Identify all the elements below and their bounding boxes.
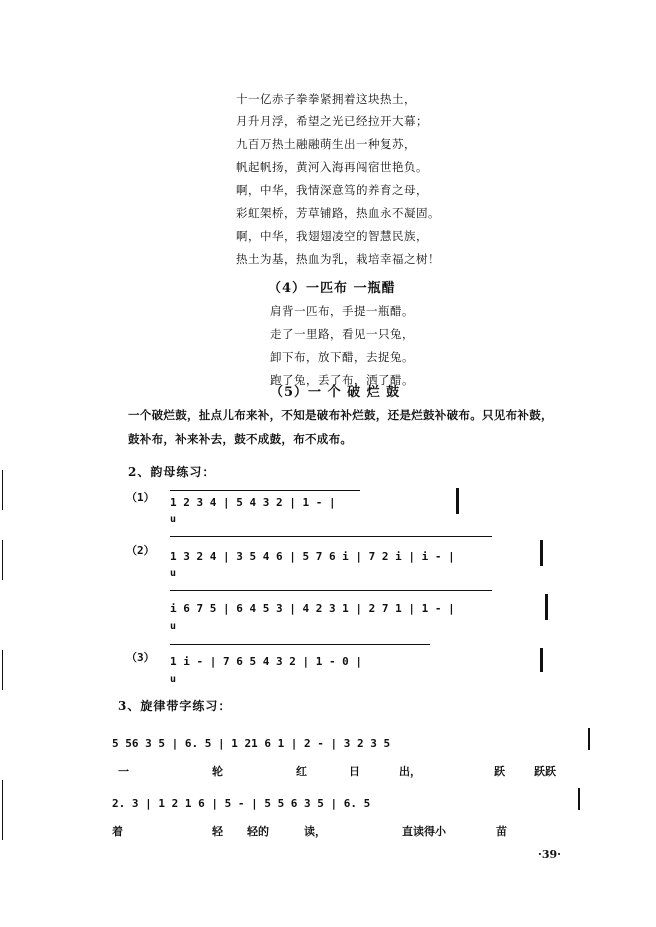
lyric: 苗 [496, 825, 507, 838]
syllable-mark: u [170, 621, 177, 632]
lyric: 着 [112, 825, 123, 838]
syllable-mark: u [170, 568, 177, 579]
poem-line: 走了一里路，看见一只兔， [270, 327, 414, 341]
slur-line [170, 490, 360, 491]
paragraph-line: 鼓补布，补来补去，鼓不成鼓，布不成布。 [128, 432, 353, 446]
notation-row: 5 56 3 5 | 6. 5 | 1 21 6 1 | 2 - | 3 2 3 5 [112, 737, 391, 750]
lyric: 跃 [494, 765, 505, 778]
barline-end [578, 788, 580, 810]
poem-line: 彩虹架桥，芳草铺路，热血永不凝固。 [236, 206, 440, 220]
notation-row: i 6 7 5 | 6 4 5 3 | 4 2 3 1 | 2 7 1 | 1 - | [170, 602, 455, 615]
exercise-heading: 2、韵母练习： [128, 465, 216, 479]
notation-row: 1 3 2 4 | 3 5 4 6 | 5 7 6 i | 7 2 i | i - | [170, 550, 455, 563]
notation-row: 1 2 3 4 | 5 4 3 2 | 1 - | [170, 496, 336, 509]
poem-line: 帆起帆扬，黄河入海再闯宿世艳负。 [236, 160, 428, 174]
margin-mark [2, 470, 3, 510]
lyric: 出， [399, 765, 421, 778]
notation-row: 2. 3 | 1 2 1 6 | 5 - | 5 5 6 3 5 | 6. 5 [112, 797, 371, 810]
notation-row: 1 i - | 7 6 5 4 3 2 | 1 - 0 | [170, 655, 363, 668]
row-label: （2） [126, 544, 155, 557]
syllable-mark: u [170, 674, 177, 685]
lyric: 轮 [212, 765, 223, 778]
lyric: 轻 [212, 825, 223, 838]
lyric: 跃跃 [534, 765, 556, 778]
poem-line: 热土为基，热血为乳，栽培幸福之树！ [236, 252, 440, 266]
lyric: 一 [118, 765, 129, 778]
paragraph-line: 一个破烂鼓，扯点儿布来补，不知是破布补烂鼓，还是烂鼓补破布。只见布补鼓， [128, 408, 553, 422]
lyric: 读， [304, 825, 326, 838]
slur-line [170, 536, 492, 537]
slur-line [170, 644, 430, 645]
syllable-mark: u [170, 514, 177, 525]
lyric: 轻的 [247, 825, 269, 838]
poem-line: 跑了兔，丢了布，洒了醋。 [270, 373, 414, 387]
poem-line: 月升月浮，希望之光已经拉开大幕； [236, 114, 428, 128]
page-number: ·39· [538, 848, 561, 861]
poem-line: 肩背一匹布，手提一瓶醋。 [270, 304, 414, 318]
lyric: 红 [296, 765, 307, 778]
row-label: （3） [126, 651, 155, 664]
barline-end [588, 728, 590, 750]
barline-end [456, 488, 459, 514]
margin-mark [2, 780, 3, 840]
slur-line [170, 590, 492, 591]
poem-line: 啊，中华，我情深意笃的养育之母， [236, 183, 428, 197]
poem-line: 十一亿赤子拳拳紧拥着这块热土， [236, 92, 416, 106]
margin-mark [2, 540, 3, 580]
section-title: （5）一 个 破 烂 鼓 [270, 385, 401, 400]
row-label: （1） [126, 491, 155, 504]
barline-end [540, 540, 543, 566]
lyric: 日 [349, 765, 360, 778]
poem-line: 卸下布，放下醋，去捉兔。 [270, 350, 414, 364]
barline-end [545, 594, 548, 620]
lyric: 直读得小 [402, 825, 446, 838]
poem-line: 啊，中华，我翅翅凌空的智慧民族， [236, 229, 428, 243]
exercise-heading: 3、旋律带字练习： [118, 699, 232, 713]
margin-mark [2, 650, 3, 690]
barline-end [540, 648, 543, 672]
section-title: （4）一匹布 一瓶醋 [268, 281, 396, 296]
poem-line: 九百万热土融融萌生出一种复苏， [236, 137, 416, 151]
